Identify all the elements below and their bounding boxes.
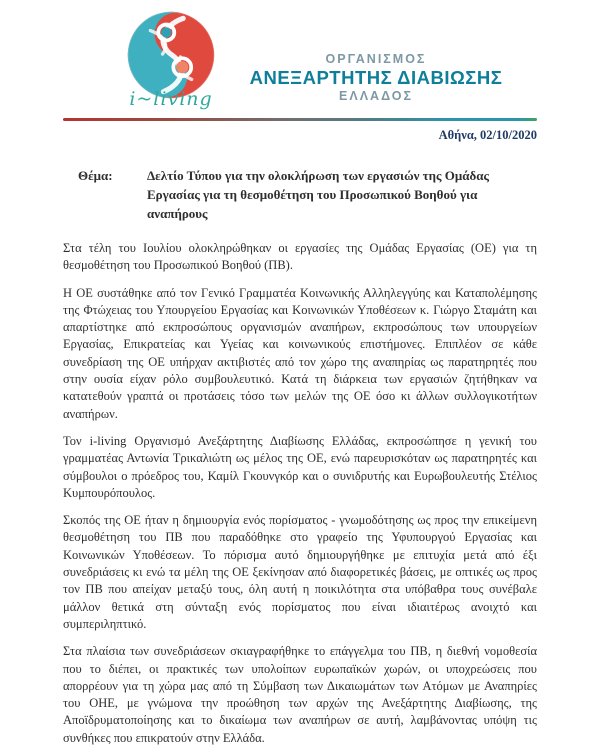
paragraph: Η ΟΕ συστάθηκε από τον Γενικό Γραμματέα Κοινωνικής Αλληλεγγύης και Καταπολέμησης της Φτώχειας του Υπουργείου Εργασίας και Κοινωνικών Υποθέσεων κ. Γιώργο Σταμάτη και απαρτίστηκε από εκπροσώπους οργανισμών αναπήρων, εκπροσώπους των υπουργείων Εργασίας, Επικρατείας και Υγείας και κοινωνικούς επιστήμονες. Επιπλέον σε κάθε συνεδρίαση της ΟΕ υπήρχαν ακτιβιστές από τον χώρο της αναπηρίας ως παρατηρητές που στην ουσία είχαν ρόλο συμβουλευτικό. Κατά τη διάρκεια των εργασιών ζητήθηκαν να κατατεθούν γραπτά οι προτάσεις τόσο των μελών της ΟΕ όσο κι άλλων συλλογικοτήτων αναπήρων. xyxy=(63,285,537,421)
logo-block xyxy=(110,8,232,109)
subject-label: Θέμα: xyxy=(78,168,113,183)
org-name-line1: ΟΡΓΑΝΙΣΜΟΣ xyxy=(325,52,427,66)
paragraph: Στα πλαίσια των συνεδριάσεων σκιαγραφήθηκε το επάγγελμα του ΠΒ, η διεθνή νομοθεσία που το διέπει, οι πρακτικές των υπολοίπων ευρωπαϊκών χωρών, οι υποχρεώσεις που απορρέουν για τη χώρα μας από τη Σύμβαση των Δικαιωμάτων των Ατόμων με Αναπηρίες του ΟΗΕ, με γνώμονα την προώθηση των αρχών της Ανεξάρτητης Διαβίωσης, της Αποϊδρυματοποίησης και το δικαίωμα των αναπήρων σε αυτή, λαμβάνοντας υπόψη τις συνθήκες που επικρατούν στην Ελλάδα. xyxy=(63,644,537,745)
org-name-line3: ΕΛΛΑΔΟΣ xyxy=(339,89,413,103)
subject-block xyxy=(78,166,537,223)
paragraph: Σκοπός της ΟΕ ήταν η δημιουργία ενός πορίσματος - γνωμοδότησης ως προς την επικείμενη θεσμοθέτηση του ΠΒ που παραδόθηκε στο γραφείο της Υφυπουργού Εργασίας και Κοινωνικών Υποθέσεων. Το πόρισμα αυτό δημιουργήθηκε με επιτυχία μετά από έξι συνεδριάσεις κι ενώ τα μέλη της ΟΕ ξεκίνησαν από διαφορετικές βάσεις, με οπτικές ως προς τον ΠΒ που απείχαν μεταξύ τους, όλη αυτή η ποικιλότητα στα υπόβαθρα τους συνέβαλε μάλλον θετικά στη σύνταξη ενός πορίσματος που είναι ιδιαιτέρως ανοιχτό και συμπεριληπτικό. xyxy=(63,513,537,631)
press-release-body xyxy=(63,240,537,747)
organization-name xyxy=(246,8,506,104)
letterhead xyxy=(0,0,600,109)
gradient-divider-line xyxy=(63,118,537,121)
subject-text: Δελτίο Τύπου για την ολοκλήρωση των εργασιών της Ομάδας Εργασίας για τη θεσμοθέτηση του Προσωπικού Βοηθού για αναπήρους xyxy=(147,168,489,221)
date-line: Αθήνα, 02/10/2020 xyxy=(438,128,537,142)
org-name-line2: ΑΝΕΞΑΡΤΗΤΗΣ ΔΙΑΒΙΩΣΗΣ xyxy=(249,67,503,88)
logo-script-label: i~living xyxy=(129,88,213,110)
paragraph: Στα τέλη του Ιουλίου ολοκληρώθηκαν οι εργασίες της Ομάδας Εργασίας (ΟΕ) για τη θεσμοθέτηση του Προσωπικού Βοηθού (ΠΒ). xyxy=(63,241,537,273)
paragraph: Τον i-living Οργανισμό Ανεξάρτητης Διαβίωσης Ελλάδας, εκπροσώπησε η γενική του γραμματέας Αντωνία Τρικαλιώτη ως μέλος της ΟΕ, ενώ παρευρισκόταν ως παρατηρητές και σύμβουλοι ο πρόεδρος του, Καμίλ Γκουνγκόρ και ο συνιδρυτής και Ευρωβουλευτής Στέλιος Κυμπουρόπουλος. xyxy=(63,433,537,500)
